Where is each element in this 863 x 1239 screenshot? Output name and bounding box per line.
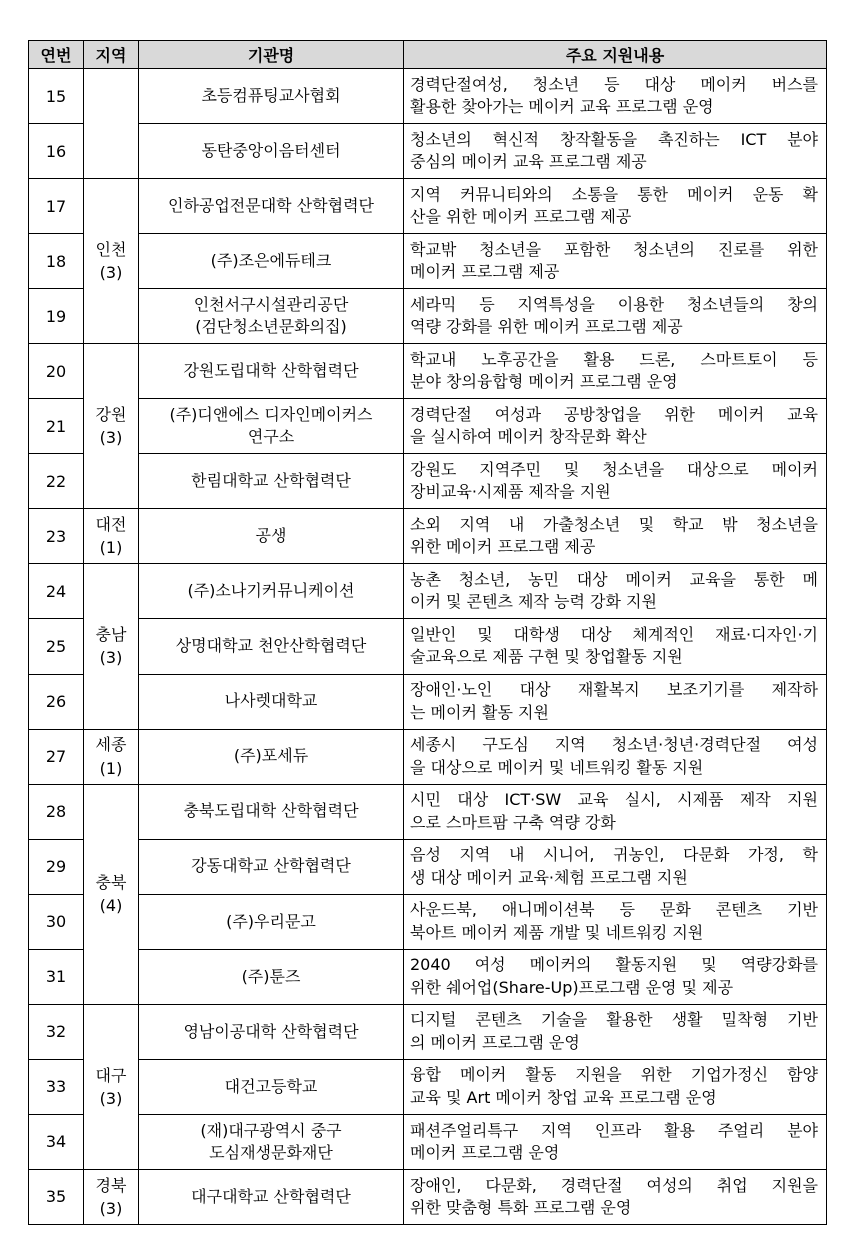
- desc-line: 위한 맞춤형 특화 프로그램 운영: [410, 1197, 632, 1217]
- org-line: (검단청소년문화의집): [195, 317, 347, 337]
- table-row: [29, 454, 827, 509]
- org-name: [139, 234, 404, 289]
- support-desc: [404, 564, 827, 619]
- org-name: [139, 1169, 404, 1224]
- region-cell: [84, 564, 139, 729]
- org-name: [139, 289, 404, 344]
- org-line: (주)소나기커뮤니케이션: [187, 581, 355, 601]
- desc-line: 장애인, 다문화, 경력단절 여성의 취업 지원을: [410, 1175, 818, 1195]
- org-line: 충북도립대학 산학협력단: [183, 801, 359, 821]
- table-row: [29, 1114, 827, 1169]
- region-cell: [84, 729, 139, 784]
- desc-line: 세종시 구도심 지역 청소년·청년·경력단절 여성: [410, 735, 818, 755]
- row-number: 18: [29, 234, 84, 289]
- support-desc: [404, 509, 827, 564]
- org-line: 대구대학교 산학협력단: [191, 1186, 351, 1206]
- table-row: [29, 894, 827, 949]
- org-line: 나사렛대학교: [224, 691, 318, 711]
- table-row: [29, 1004, 827, 1059]
- org-name: [139, 454, 404, 509]
- region-name: 인천: [95, 239, 127, 259]
- table-row: [29, 344, 827, 399]
- org-name: [139, 619, 404, 674]
- row-number: 31: [29, 949, 84, 1004]
- region-name: 충남: [95, 625, 127, 645]
- region-name: 강원: [95, 405, 127, 425]
- org-line: 공생: [255, 526, 287, 546]
- org-name: [139, 784, 404, 839]
- support-desc: [404, 674, 827, 729]
- region-count: (3): [99, 428, 123, 448]
- desc-line: 청소년의 혁신적 창작활동을 촉진하는 ICT 분야: [410, 129, 818, 149]
- support-desc: [404, 784, 827, 839]
- org-line: (주)우리문고: [226, 911, 316, 931]
- desc-line: 장애인·노인 대상 재활복지 보조기기를 제작하: [410, 680, 818, 700]
- row-number: 22: [29, 454, 84, 509]
- row-number: 20: [29, 344, 84, 399]
- org-line: 동탄중앙이음터센터: [201, 140, 341, 160]
- org-name: [139, 124, 404, 179]
- support-desc: [404, 1169, 827, 1224]
- region-count: (4): [99, 896, 123, 916]
- desc-line: 의 메이커 프로그램 운영: [410, 1032, 580, 1052]
- desc-line: 소외 지역 내 가출청소년 및 학교 밖 청소년을: [410, 515, 818, 534]
- region-cell: [84, 179, 139, 344]
- org-name: [139, 894, 404, 949]
- org-name: [139, 1059, 404, 1114]
- region-cell: [84, 344, 139, 509]
- table-row: [29, 289, 827, 344]
- table-row: [29, 729, 827, 784]
- desc-line: 북아트 메이커 제품 개발 및 네트워킹 지원: [410, 922, 704, 942]
- table-row: [29, 674, 827, 729]
- region-count: (1): [99, 538, 123, 558]
- desc-line: 지역 커뮤니티와의 소통을 통한 메이커 운동 확: [410, 184, 818, 204]
- support-desc: [404, 399, 827, 454]
- org-line: 강원도립대학 산학협력단: [183, 361, 359, 381]
- desc-line: 분야 창의융합형 메이커 프로그램 운영: [410, 372, 678, 392]
- org-name: [139, 674, 404, 729]
- desc-line: 세라믹 등 지역특성을 이용한 청소년들의 창의: [410, 294, 818, 314]
- org-line: (주)조은에듀테크: [210, 250, 332, 270]
- table-row: [29, 399, 827, 454]
- region-cell: [84, 69, 139, 179]
- support-desc: [404, 619, 827, 674]
- org-name: [139, 729, 404, 784]
- header-region: 지역: [84, 41, 139, 69]
- support-desc: [404, 1059, 827, 1114]
- region-count: (3): [99, 648, 123, 668]
- desc-line: 역량 강화를 위한 메이커 프로그램 제공: [410, 317, 683, 337]
- desc-line: 활용한 찾아가는 메이커 교육 프로그램 운영: [410, 97, 714, 117]
- org-line: 강동대학교 산학협력단: [191, 856, 351, 876]
- desc-line: 융합 메이커 활동 지원을 위한 기업가정신 함양: [410, 1065, 818, 1085]
- header-org: 기관명: [139, 41, 404, 69]
- desc-line: 메이커 프로그램 제공: [410, 262, 560, 282]
- row-number: 16: [29, 124, 84, 179]
- row-number: 26: [29, 674, 84, 729]
- desc-line: 농촌 청소년, 농민 대상 메이커 교육을 통한 메: [410, 570, 818, 590]
- row-number: 35: [29, 1169, 84, 1224]
- org-name: [139, 949, 404, 1004]
- org-name: [139, 179, 404, 234]
- table-row: [29, 564, 827, 619]
- row-number: 28: [29, 784, 84, 839]
- region-name: 충북: [95, 873, 127, 893]
- org-line: 상명대학교 천안산학협력단: [175, 636, 367, 656]
- desc-line: 2040 여성 메이커의 활동지원 및 역량강화를: [410, 955, 818, 975]
- desc-line: 시민 대상 ICT·SW 교육 실시, 시제품 제작 지원: [410, 790, 818, 810]
- desc-line: 이커 및 콘텐츠 제작 능력 강화 지원: [410, 592, 657, 612]
- table-row: [29, 949, 827, 1004]
- org-line: (주)툰즈: [241, 966, 301, 986]
- org-line: 연구소: [247, 427, 295, 447]
- support-desc: [404, 454, 827, 509]
- org-line: 인하공업전문대학 산학협력단: [167, 195, 374, 215]
- desc-line: 위한 메이커 프로그램 제공: [410, 537, 596, 557]
- support-desc: [404, 894, 827, 949]
- org-name: [139, 509, 404, 564]
- row-number: 23: [29, 509, 84, 564]
- row-number: 21: [29, 399, 84, 454]
- region-cell: [84, 1004, 139, 1169]
- header-desc: 주요 지원내용: [404, 41, 827, 69]
- support-desc: [404, 289, 827, 344]
- org-name: [139, 344, 404, 399]
- desc-line: 교육 및 Art 메이커 창업 교육 프로그램 운영: [410, 1087, 717, 1107]
- support-desc: [404, 949, 827, 1004]
- desc-line: 술교육으로 제품 구현 및 창업활동 지원: [410, 647, 683, 667]
- region-count: (3): [99, 263, 123, 283]
- region-cell: [84, 784, 139, 1004]
- region-name: 대전: [95, 515, 127, 535]
- org-line: 초등컴퓨팅교사협회: [201, 85, 341, 105]
- support-desc: [404, 344, 827, 399]
- table-row: [29, 1059, 827, 1114]
- table-row: [29, 784, 827, 839]
- desc-line: 는 메이커 활동 지원: [410, 702, 549, 722]
- org-name: [139, 1114, 404, 1169]
- region-name: 경북: [95, 1175, 127, 1195]
- table-row: [29, 839, 827, 894]
- desc-line: 강원도 지역주민 및 청소년을 대상으로 메이커: [410, 459, 818, 479]
- desc-line: 일반인 및 대학생 대상 체계적인 재료·디자인·기: [410, 625, 818, 645]
- support-table: [28, 40, 827, 1225]
- org-line: (주)포세듀: [233, 746, 309, 766]
- region-name: 대구: [95, 1065, 127, 1085]
- desc-line: 패션주얼리특구 지역 인프라 활용 주얼리 분야: [410, 1120, 818, 1140]
- desc-line: 을 대상으로 메이커 및 네트워킹 활동 지원: [410, 757, 704, 777]
- row-number: 15: [29, 69, 84, 124]
- support-desc: [404, 234, 827, 289]
- row-number: 29: [29, 839, 84, 894]
- desc-line: 중심의 메이커 교육 프로그램 제공: [410, 152, 647, 172]
- row-number: 17: [29, 179, 84, 234]
- org-name: [139, 564, 404, 619]
- row-number: 24: [29, 564, 84, 619]
- table-row: [29, 509, 827, 564]
- support-desc: [404, 179, 827, 234]
- table-row: [29, 619, 827, 674]
- row-number: 19: [29, 289, 84, 344]
- row-number: 33: [29, 1059, 84, 1114]
- region-count: (3): [99, 1198, 123, 1218]
- region-count: (3): [99, 1088, 123, 1108]
- support-desc: [404, 69, 827, 124]
- table-row: [29, 124, 827, 179]
- org-name: [139, 399, 404, 454]
- desc-line: 으로 스마트팜 구축 역량 강화: [410, 812, 616, 832]
- desc-line: 경력단절 여성과 공방창업을 위한 메이커 교육: [410, 404, 818, 424]
- org-line: (주)디앤에스 디자인메이커스: [169, 404, 373, 424]
- org-name: [139, 1004, 404, 1059]
- org-line: (재)대구광역시 중구: [200, 1120, 342, 1140]
- region-name: 세종: [95, 735, 127, 755]
- header-num: 연번: [29, 41, 84, 69]
- org-line: 대건고등학교: [224, 1076, 318, 1096]
- table-row: [29, 179, 827, 234]
- desc-line: 메이커 프로그램 운영: [410, 1142, 560, 1162]
- region-cell: [84, 509, 139, 564]
- org-name: [139, 69, 404, 124]
- table-header-row: [29, 41, 827, 69]
- desc-line: 사운드북, 애니메이션북 등 문화 콘텐츠 기반: [410, 900, 818, 920]
- desc-line: 디지털 콘텐츠 기술을 활용한 생활 밀착형 기반: [410, 1010, 818, 1030]
- desc-line: 장비교육·시제품 제작을 지원: [410, 482, 611, 502]
- org-line: 도심재생문화재단: [209, 1142, 333, 1162]
- row-number: 25: [29, 619, 84, 674]
- org-line: 영남이공대학 산학협력단: [183, 1021, 359, 1041]
- support-desc: [404, 1004, 827, 1059]
- row-number: 27: [29, 729, 84, 784]
- desc-line: 음성 지역 내 시니어, 귀농인, 다문화 가정, 학: [410, 845, 818, 865]
- support-desc: [404, 729, 827, 784]
- table-row: [29, 69, 827, 124]
- desc-line: 생 대상 메이커 교육·체험 프로그램 지원: [410, 867, 688, 887]
- row-number: 32: [29, 1004, 84, 1059]
- desc-line: 위한 쉐어업(Share-Up)프로그램 운영 및 제공: [410, 977, 734, 997]
- desc-line: 경력단절여성, 청소년 등 대상 메이커 버스를: [410, 74, 818, 94]
- region-cell: [84, 1169, 139, 1224]
- desc-line: 학교내 노후공간을 활용 드론, 스마트토이 등: [410, 349, 818, 369]
- org-name: [139, 839, 404, 894]
- desc-line: 을 실시하여 메이커 창작문화 확산: [410, 427, 647, 447]
- support-desc: [404, 1114, 827, 1169]
- org-line: 인천서구시설관리공단: [193, 294, 349, 314]
- table-row: [29, 234, 827, 289]
- desc-line: 학교밖 청소년을 포함한 청소년의 진로를 위한: [410, 239, 818, 259]
- table-row: [29, 1169, 827, 1224]
- region-count: (1): [99, 758, 123, 778]
- desc-line: 산을 위한 메이커 프로그램 제공: [410, 207, 632, 227]
- support-desc: [404, 839, 827, 894]
- support-desc: [404, 124, 827, 179]
- row-number: 34: [29, 1114, 84, 1169]
- org-line: 한림대학교 산학협력단: [191, 471, 351, 491]
- row-number: 30: [29, 894, 84, 949]
